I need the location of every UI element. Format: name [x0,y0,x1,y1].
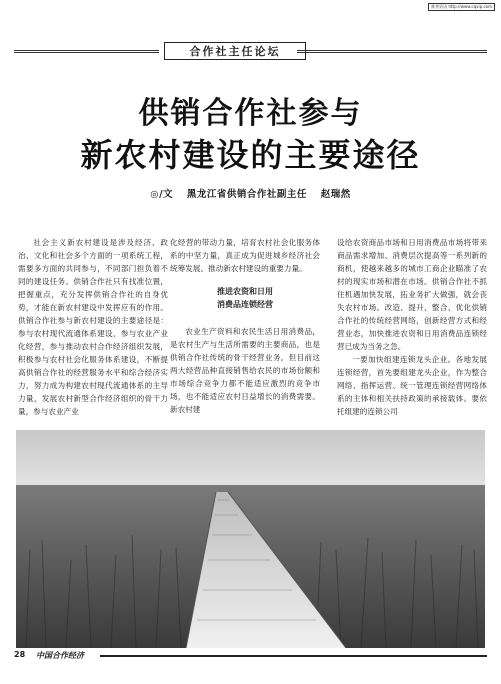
page-number: 28 [14,650,26,659]
boardwalk-illustration [16,430,485,648]
column-rule-left [14,50,159,53]
subhead-line1: 推进农资和日用 [217,287,273,296]
column-rule-right [297,50,487,53]
section-subhead [170,285,320,311]
page-footer [14,650,487,662]
body-paragraph: 社会主义新农村建设是涉及经济、政治、文化和社会多个方面的一项系统工程，需要多方面的共同参与，不同部门担负着不同的建设任务。供销合作社只有找准位置，把握重点，充分发挥供销合作社的自身优势，才能在新农村建设中发挥应有的作用。供销合作社参与新农村建设的主要途径是：参与农村现代流通体系建设，参与农业产业化经营，参与推动农村合作经济组织发展，积极参与农村社会化服务体系建设，不断提高供销合作社的经营服务水平和综合经济实力，努力成为构建农村现代流通体系的主导力量，发展农村新型合作经济组织的骨干力量，参与农业产业 [18,238,168,416]
byline [0,186,501,200]
article-title-line2: 新农村建设的主要途径 [80,136,421,174]
body-column-2 [170,236,320,416]
body-paragraph: 一要加快组建连锁龙头企业。各地发展连锁经营，首先要组建龙头企业，作为整合网络、指挥运营、统一管理连锁经营网络体系的主体和相关扶持政策的承接载体。要依托组建的连锁公司 [337,355,487,416]
column-label: 合作社主任论坛 [164,42,306,60]
footer-rule [100,655,487,657]
body-paragraph: 设给农资商品市场和日用消费品市场将带来商品需求增加、消费层次提高等一系列新的商机，使越来越多的城市工商企业瞄准了农村的现实市场和潜在市场。供销合作社不抓住机遇加快发展，拓业务扩大做强，就会丧失农村市场。改造、提升、整合、优化供销合作社的传统经营网络，创新经营方式和经营业态，加快推进农资和日用消费品连锁经营已成为当务之急。 [337,238,487,351]
column-header [14,42,487,60]
body-column-3 [337,236,487,418]
article-title-line1: 供销合作社参与 [138,96,363,131]
byline-affiliation: 黑龙江省供销合作社副主任 [186,189,307,200]
byline-marker: ◎/文 [150,189,174,200]
byline-author: 赵瑞然 [320,189,351,200]
body-paragraph: 化经营的带动力量，培育农村社会化服务体系的中坚力量，真正成为促进城乡经济社会统筹发展、推动新农村建设的重要力量。 [170,238,320,273]
subhead-line2: 消费品连锁经营 [217,300,273,309]
body-column-1 [18,236,168,418]
boardwalk-photo [16,430,485,648]
watermark-stamp: 维普资讯 http://www.cqvip.com [428,3,495,11]
publication-name: 中国合作经济 [36,651,84,660]
body-paragraph: 农业生产资料和农民生活日用消费品，是农村生产与生活所需要的主要商品，也是供销合作社传统的骨干经营业务。但目前这两大经营品种直接销售给农民的市场份额和市场综合竞争力都不能适应激烈的竞争市场，也不能适应农村日益增长的消费需要。新农村建 [170,327,320,414]
